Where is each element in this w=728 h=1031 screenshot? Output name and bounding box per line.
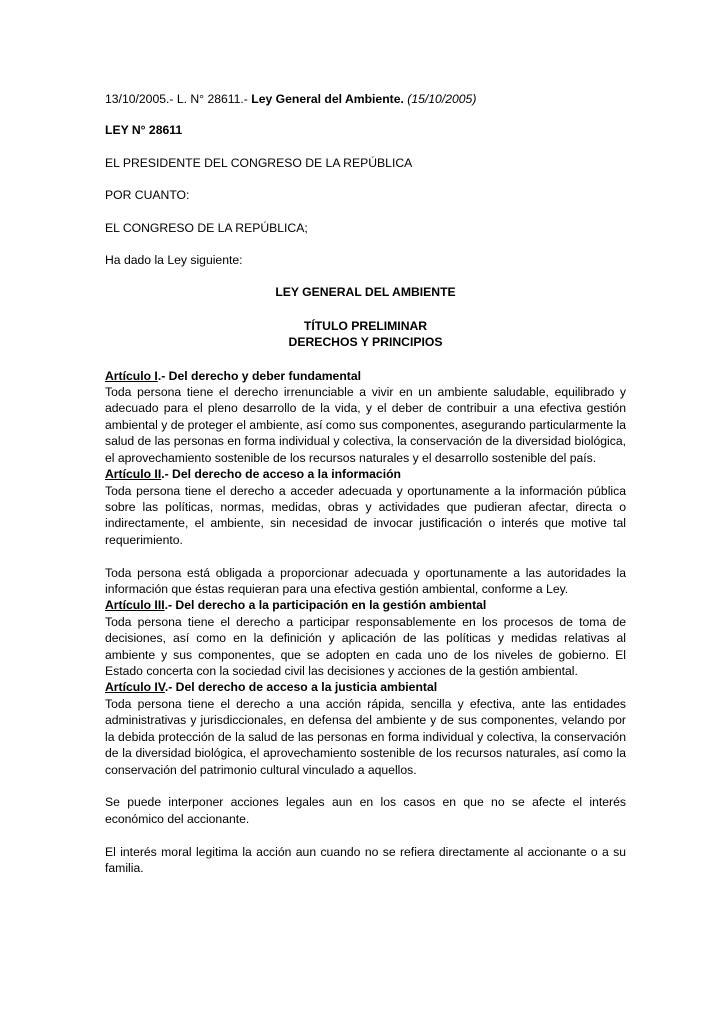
article-3 — [105, 597, 626, 679]
congress-line: EL CONGRESO DE LA REPÚBLICA; — [105, 220, 308, 235]
titulo-preliminar: TÍTULO PRELIMINAR — [303, 318, 428, 333]
article-heading — [105, 679, 626, 695]
header-date-ref: 13/10/2005.- L. N° 28611.- — [105, 92, 252, 106]
article-label: Artículo I — [105, 368, 158, 383]
document-page — [105, 91, 626, 877]
por-cuanto: POR CUANTO: — [105, 188, 190, 203]
article-paragraph: Toda persona tiene el derecho a acceder adecuada y oportunamente a la información pública sobre las políticas, normas, medidas, obras y actividades que pudieran afectar, directa o indirectamente, el ambiente, sin necesidad de invocar justificación o interés que motive tal requerimiento. — [105, 483, 626, 547]
header-pub-date: (15/10/2005) — [403, 92, 477, 106]
title-block — [105, 318, 626, 351]
article-heading — [105, 597, 626, 613]
article-paragraph: Toda persona tiene el derecho a participar responsablemente en los procesos de toma de decisiones, así como en la definición y aplicación de las políticas y medidas relativas al ambiente y sus componentes, que se adopten en cada uno de los niveles de gobierno. El Estado concerta con la sociedad civil las decisiones y acciones de la gestión ambiental. — [105, 614, 626, 679]
president-line: EL PRESIDENTE DEL CONGRESO DE LA REPÚBLICA — [105, 155, 413, 170]
article-heading — [105, 466, 626, 482]
article-4 — [105, 679, 626, 876]
article-heading — [105, 368, 626, 384]
article-label: Artículo IV — [105, 680, 165, 695]
article-paragraph: Toda persona está obligada a proporcionar adecuada y oportunamente a las autoridades la información que éstas requieran para una efectiva gestión ambiental, conforme a Ley. — [105, 565, 626, 597]
article-paragraph: Se puede interponer acciones legales aun en los casos en que no se afecte el interés económico del accionante. — [105, 795, 626, 826]
article-heading-text: .- Del derecho y deber fundamental — [157, 368, 361, 383]
article-paragraph: Toda persona tiene el derecho irrenunciable a vivir en un ambiente saludable, equilibrado y adecuado para el pleno desarrollo de la vida, y el deber de contribuir a una efectiva gestión ambiental y de proteger el ambiente, así como sus componentes, asegurando particularmente la salud de las personas en forma individual y colectiva, la conservación de la diversidad biológica, el aprovechamiento sostenible de los recursos naturales y el desarrollo sostenible del país. — [105, 385, 626, 465]
article-paragraph: Toda persona tiene el derecho a una acción rápida, sencilla y efectiva, ante las entidades administrativas y jurisdiccionales, en defensa del ambiente y de sus componentes, velando por la debida protección de la salud de las personas en forma individual y colectiva, la conservación de la diversidad biológica, el aprovechamiento sostenible de los recursos naturales, así como la conservación del patrimonio cultural vinculado a aquellos. — [105, 696, 626, 777]
article-label: Artículo II — [105, 467, 162, 482]
article-heading-text: .- Del derecho de acceso a la información — [161, 467, 401, 482]
article-paragraph: El interés moral legitima la acción aun cuando no se refiera directamente al accionante o a su familia. — [105, 844, 626, 876]
article-heading-text: .- Del derecho de acceso a la justicia ambiental — [164, 680, 438, 695]
law-number: LEY N° 28611 — [105, 123, 183, 138]
document-header — [105, 91, 626, 107]
titulo-subtitle: DERECHOS Y PRINCIPIOS — [288, 335, 443, 350]
article-heading-text: .- Del derecho a la participación en la gestión ambiental — [164, 598, 487, 613]
header-law-title: Ley General del Ambiente. — [251, 92, 404, 106]
ha-dado-line: Ha dado la Ley siguiente: — [105, 253, 243, 268]
article-1 — [105, 368, 626, 466]
main-title: LEY GENERAL DEL AMBIENTE — [275, 285, 456, 300]
article-label: Artículo III — [105, 598, 165, 613]
article-2 — [105, 466, 626, 597]
